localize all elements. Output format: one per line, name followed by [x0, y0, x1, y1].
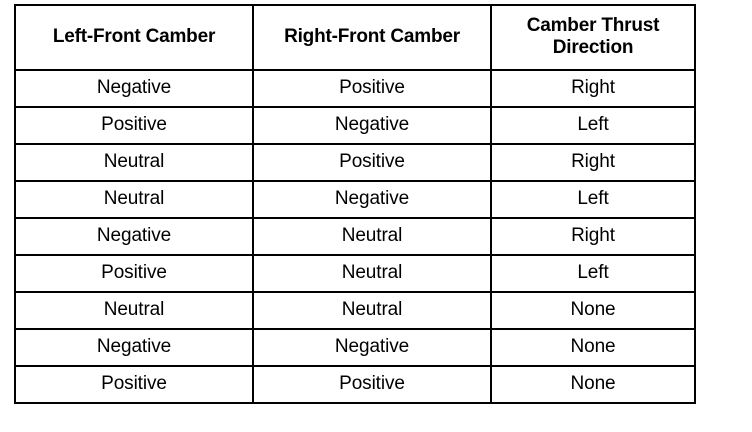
cell-right-front-camber: Positive	[253, 366, 491, 403]
table-header	[15, 5, 695, 70]
cell-camber-thrust-direction: None	[491, 292, 695, 329]
cell-left-front-camber: Positive	[15, 107, 253, 144]
cell-right-front-camber: Negative	[253, 107, 491, 144]
table-row	[15, 70, 695, 107]
column-header-camber-thrust-direction	[491, 5, 695, 70]
camber-thrust-table-container	[14, 4, 694, 404]
cell-camber-thrust-direction: Right	[491, 144, 695, 181]
table-row	[15, 292, 695, 329]
cell-left-front-camber: Negative	[15, 218, 253, 255]
cell-camber-thrust-direction: Right	[491, 70, 695, 107]
cell-left-front-camber: Neutral	[15, 292, 253, 329]
column-header-right-front-camber-line-1: Right-Front Camber	[284, 25, 460, 47]
cell-right-front-camber: Positive	[253, 144, 491, 181]
column-header-left-front-camber-line-1: Left-Front Camber	[52, 25, 216, 47]
column-header-left-front-camber	[15, 5, 253, 70]
cell-left-front-camber: Positive	[15, 366, 253, 403]
column-header-camber-thrust-direction-line-2: Direction	[552, 36, 634, 58]
cell-right-front-camber: Negative	[253, 181, 491, 218]
table-header-row	[15, 5, 695, 70]
table-row	[15, 181, 695, 218]
table-row	[15, 366, 695, 403]
column-header-camber-thrust-direction-line-1: Camber Thrust	[526, 15, 660, 36]
table-row	[15, 329, 695, 366]
table-body	[15, 70, 695, 403]
cell-camber-thrust-direction: None	[491, 329, 695, 366]
table-row	[15, 144, 695, 181]
cell-camber-thrust-direction: None	[491, 366, 695, 403]
cell-left-front-camber: Neutral	[15, 144, 253, 181]
cell-camber-thrust-direction: Left	[491, 107, 695, 144]
column-header-right-front-camber	[253, 5, 491, 70]
cell-left-front-camber: Negative	[15, 329, 253, 366]
cell-right-front-camber: Negative	[253, 329, 491, 366]
cell-camber-thrust-direction: Right	[491, 218, 695, 255]
cell-camber-thrust-direction: Left	[491, 255, 695, 292]
camber-thrust-table	[14, 4, 696, 404]
table-row	[15, 218, 695, 255]
cell-right-front-camber: Neutral	[253, 292, 491, 329]
cell-left-front-camber: Neutral	[15, 181, 253, 218]
cell-camber-thrust-direction: Left	[491, 181, 695, 218]
cell-left-front-camber: Negative	[15, 70, 253, 107]
table-row	[15, 255, 695, 292]
cell-right-front-camber: Positive	[253, 70, 491, 107]
table-row	[15, 107, 695, 144]
cell-right-front-camber: Neutral	[253, 218, 491, 255]
cell-right-front-camber: Neutral	[253, 255, 491, 292]
cell-left-front-camber: Positive	[15, 255, 253, 292]
